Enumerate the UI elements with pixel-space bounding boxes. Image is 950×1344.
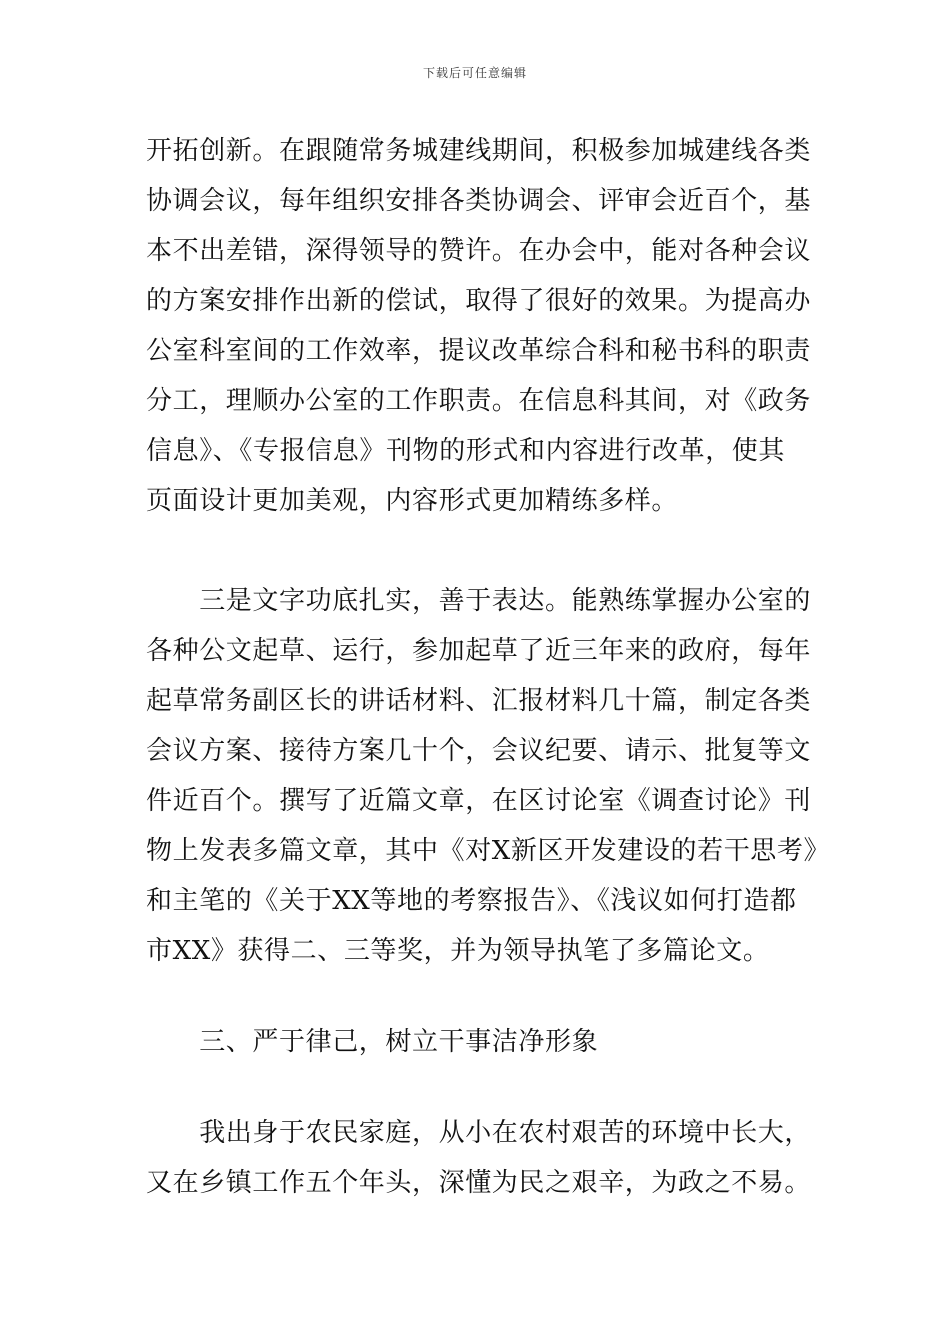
paragraph-3 (146, 1108, 812, 1208)
paragraph-2 (146, 576, 831, 976)
document-body (146, 126, 831, 1208)
text-line: 我出身于农民家庭，从小在农村艰苦的环境中长大， (146, 1118, 812, 1148)
text-line: 和主笔的《关于XX等地的考察报告》、《浅议如何打造都 (146, 886, 797, 916)
text-line: 又在乡镇工作五个年头，深懂为民之艰辛，为政之不易。 (146, 1168, 812, 1198)
text-line: 三是文字功底扎实，善于表达。能熟练掌握办公室的 (146, 586, 812, 616)
paragraph-spacer (146, 976, 812, 1017)
text-line: 分工，理顺办公室的工作职责。在信息科其间，对《政务 (146, 386, 812, 416)
text-line: 物上发表多篇文章，其中《对X新区开发建设的若干思考》 (146, 836, 831, 866)
text-line: 公室科室间的工作效率，提议改革综合科和秘书科的职责 (146, 336, 812, 366)
paragraph-1 (146, 126, 812, 526)
text-line: 起草常务副区长的讲话材料、汇报材料几十篇，制定各类 (146, 686, 812, 716)
text-line: 本不出差错，深得领导的赞许。在办会中，能对各种会议 (146, 236, 812, 266)
text-line: 信息》、《专报信息》刊物的形式和内容进行改革，使其 (146, 436, 786, 466)
text-line: 开拓创新。在跟随常务城建线期间，积极参加城建线各类 (146, 136, 812, 166)
text-line: 的方案安排作出新的偿试，取得了很好的效果。为提高办 (146, 286, 812, 316)
section-heading: 三、严于律己，树立干事洁净形象 (146, 1027, 599, 1057)
text-line: 协调会议，每年组织安排各类协调会、评审会近百个，基 (146, 186, 812, 216)
paragraph-spacer (146, 1067, 812, 1108)
paragraph-spacer (146, 526, 812, 576)
text-line: 市XX》获得二、三等奖，并为领导执笔了多篇论文。 (146, 936, 770, 966)
text-line: 各种公文起草、运行，参加起草了近三年来的政府，每年 (146, 636, 812, 666)
text-line: 页面设计更加美观，内容形式更加精练多样。 (146, 486, 679, 516)
header-note: 下载后可任意编辑 (422, 66, 527, 80)
text-line: 会议方案、接待方案几十个，会议纪要、请示、批复等文 (146, 736, 812, 766)
text-line: 件近百个。撰写了近篇文章，在区讨论室《调查讨论》刊 (146, 786, 812, 816)
